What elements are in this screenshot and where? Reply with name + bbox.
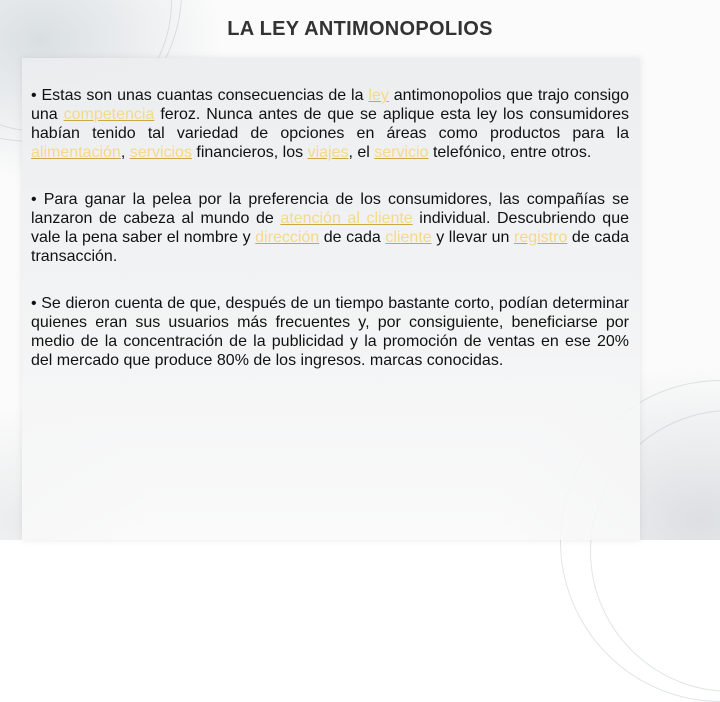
hyperlink[interactable]: servicios — [129, 144, 192, 161]
text-segment: de cada transacción. — [31, 229, 630, 265]
hyperlink[interactable]: dirección — [255, 229, 320, 246]
text-segment: telefónico, entre otros. — [428, 144, 592, 161]
text-segment: • Se dieron cuenta de que, después de un tiempo bastante corto, podían determinar quienes eran sus usuarios más frecuentes y, por consiguiente, beneficiarse por medio de la concentración de la publicidad y la promoción de ventas en ese 20% del mercado que produce 80% de los ingresos. marcas conocidas. — [31, 295, 629, 369]
bullet-list — [31, 86, 629, 398]
text-segment: feroz. Nunca antes de que se aplique esta ley los consumidores habían tenido tal variedad de opciones en áreas como productos para la — [31, 106, 630, 142]
text-segment: , el — [348, 144, 375, 161]
hyperlink[interactable]: servicio — [374, 144, 429, 161]
bullet-paragraph — [31, 294, 629, 370]
text-segment: • Para ganar la pelea por la preferencia de los consumidores, las compañías se lanzaron de cabeza al mundo de — [31, 191, 629, 227]
bullet-paragraph — [31, 86, 629, 162]
text-segment: , — [120, 144, 130, 161]
text-segment: y llevar un — [431, 229, 514, 246]
hyperlink[interactable]: alimentación — [31, 144, 121, 161]
text-segment: de cada — [319, 229, 386, 246]
hyperlink[interactable]: atención al cliente — [280, 210, 413, 227]
text-segment: financieros, los — [191, 144, 308, 161]
text-segment: • Estas son unas cuantas consecuencias de la — [31, 87, 369, 104]
hyperlink[interactable]: ley — [368, 87, 389, 104]
hyperlink[interactable]: registro — [514, 229, 568, 246]
hyperlink[interactable]: competencia — [63, 106, 155, 123]
hyperlink[interactable]: cliente — [385, 229, 432, 246]
hyperlink[interactable]: viajes — [307, 144, 349, 161]
text-segment: individual. Descubriendo que vale la pena saber el nombre y — [31, 210, 629, 246]
slide-title: LA LEY ANTIMONOPOLIOS — [227, 18, 493, 40]
bullet-paragraph — [31, 190, 629, 266]
text-segment: antimonopolios que trajo consigo una — [31, 87, 630, 123]
